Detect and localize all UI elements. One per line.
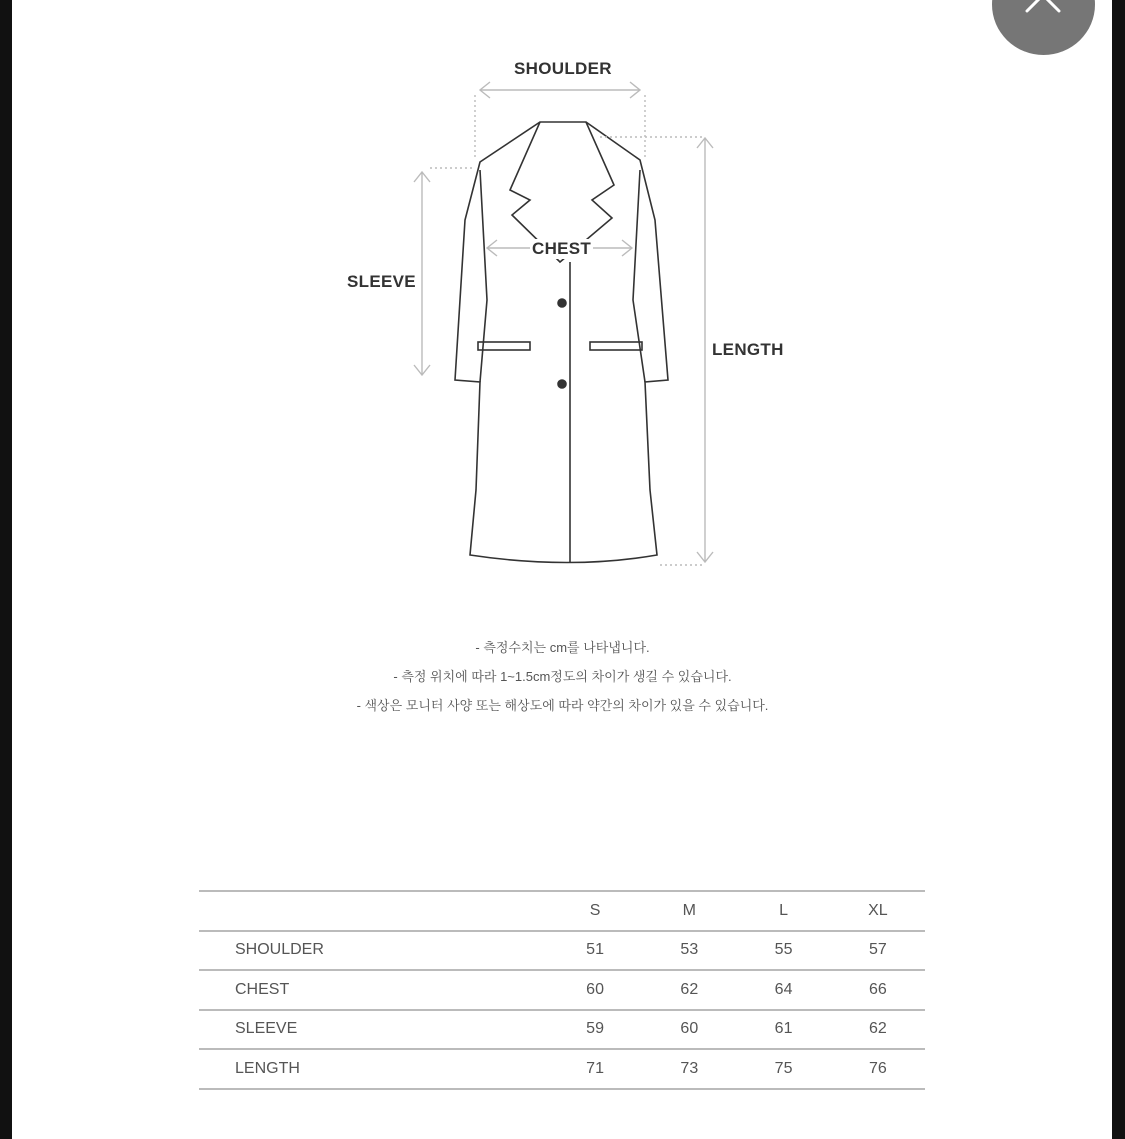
length-label: LENGTH — [712, 340, 784, 359]
shoulder-label: SHOULDER — [514, 59, 612, 78]
table-row — [199, 1010, 925, 1050]
table-row — [199, 931, 925, 971]
note-line: - 색상은 모니터 사양 또는 해상도에 따라 약간의 차이가 있을 수 있습니다. — [356, 698, 769, 713]
header-cell: L — [736, 891, 830, 931]
header-cell — [199, 891, 548, 931]
measurement-notes — [0, 633, 1125, 720]
cell: 62 — [831, 1010, 925, 1050]
row-label: LENGTH — [199, 1049, 548, 1089]
coat-outline — [455, 122, 668, 563]
cell: 66 — [831, 970, 925, 1010]
row-label: SHOULDER — [199, 931, 548, 971]
note-line: - 측정수치는 cm를 나타냅니다. — [475, 640, 650, 655]
table-row — [199, 970, 925, 1010]
row-label: CHEST — [199, 970, 548, 1010]
cell: 64 — [736, 970, 830, 1010]
cell: 71 — [548, 1049, 642, 1089]
cell: 59 — [548, 1010, 642, 1050]
header-cell: XL — [831, 891, 925, 931]
cell: 61 — [736, 1010, 830, 1050]
cell: 73 — [642, 1049, 736, 1089]
cell: 53 — [642, 931, 736, 971]
table-header-row — [199, 891, 925, 931]
chest-label: CHEST — [532, 239, 592, 258]
size-table — [199, 890, 925, 1090]
cell: 55 — [736, 931, 830, 971]
note-line: - 측정 위치에 따라 1~1.5cm정도의 차이가 생길 수 있습니다. — [393, 669, 732, 684]
cell: 57 — [831, 931, 925, 971]
header-cell: S — [548, 891, 642, 931]
cell: 51 — [548, 931, 642, 971]
cell: 60 — [548, 970, 642, 1010]
header-cell: M — [642, 891, 736, 931]
close-icon — [1024, 0, 1062, 32]
cell: 60 — [642, 1010, 736, 1050]
table-row — [199, 1049, 925, 1089]
row-label: SLEEVE — [199, 1010, 548, 1050]
cell: 76 — [831, 1049, 925, 1089]
sleeve-label: SLEEVE — [347, 272, 416, 291]
cell: 62 — [642, 970, 736, 1010]
cell: 75 — [736, 1049, 830, 1089]
